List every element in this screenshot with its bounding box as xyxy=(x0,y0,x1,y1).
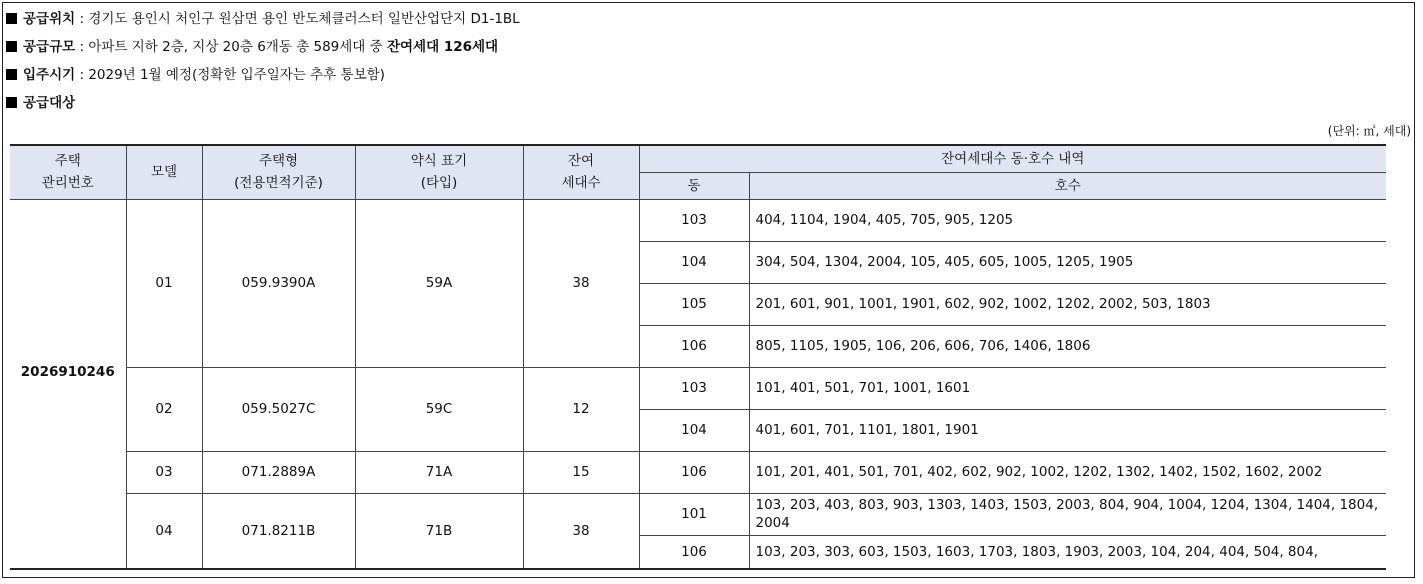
abbr-cell: 59C xyxy=(355,367,523,451)
dong-cell: 106 xyxy=(639,535,749,569)
model-cell: 04 xyxy=(126,493,202,569)
abbr-cell: 59A xyxy=(355,199,523,367)
abbr-cell: 71B xyxy=(355,493,523,569)
ho-cell: 101, 201, 401, 501, 701, 402, 602, 902, 1002, 1202, 1302, 1402, 1502, 1602, 2002 xyxy=(749,451,1386,493)
unit-note: (단위: ㎡, 세대) xyxy=(1327,124,1411,138)
ho-cell: 103, 203, 403, 803, 903, 1303, 1403, 1503, 2003, 804, 904, 1004, 1204, 1304, 1404, 1804, 2004 xyxy=(749,493,1386,535)
bullet-square-icon xyxy=(6,41,17,52)
table-row xyxy=(10,451,1386,493)
model-cell: 02 xyxy=(126,367,202,451)
header-model: 모델 xyxy=(126,145,202,199)
dong-cell: 106 xyxy=(639,451,749,493)
type-cell: 059.5027C xyxy=(202,367,355,451)
info-text: 2029년 1월 예정(정확한 입주일자는 추후 통보함) xyxy=(88,67,385,83)
info-sep: : xyxy=(75,11,89,27)
ho-cell: 103, 203, 303, 603, 1503, 1603, 1703, 1803, 1903, 2003, 104, 204, 404, 504, 804, xyxy=(749,535,1386,569)
table-row xyxy=(10,493,1386,535)
dong-cell: 105 xyxy=(639,283,749,325)
info-location xyxy=(6,11,520,27)
count-cell: 15 xyxy=(523,451,639,493)
bullet-square-icon xyxy=(6,13,17,24)
dong-cell: 103 xyxy=(639,367,749,409)
bullet-square-icon xyxy=(6,69,17,80)
ho-cell: 805, 1105, 1905, 106, 206, 606, 706, 1406, 1806 xyxy=(749,325,1386,367)
info-sep: : xyxy=(75,67,89,83)
table-row xyxy=(10,199,1386,241)
dong-cell: 106 xyxy=(639,325,749,367)
header-abbr: 약식 표기 (타입) xyxy=(355,145,523,199)
supply-table xyxy=(10,144,1386,570)
info-bold-tail: 잔여세대 126세대 xyxy=(386,39,499,55)
dong-cell: 104 xyxy=(639,241,749,283)
header-remain: 잔여 세대수 xyxy=(523,145,639,199)
table-row xyxy=(10,367,1386,409)
dong-cell: 103 xyxy=(639,199,749,241)
ho-cell: 201, 601, 901, 1001, 1901, 602, 902, 1002, 1202, 2002, 503, 1803 xyxy=(749,283,1386,325)
header-ho: 호수 xyxy=(749,172,1386,199)
info-movein xyxy=(6,67,385,83)
type-cell: 071.8211B xyxy=(202,493,355,569)
model-cell: 01 xyxy=(126,199,202,367)
info-sep: : xyxy=(75,39,89,55)
header-type: 주택형 (전용면적기준) xyxy=(202,145,355,199)
info-text: 경기도 용인시 처인구 원삼면 용인 반도체클러스터 일반산업단지 D1-1BL xyxy=(88,11,520,27)
model-cell: 03 xyxy=(126,451,202,493)
info-scale xyxy=(6,39,498,55)
abbr-cell: 71A xyxy=(355,451,523,493)
ho-cell: 404, 1104, 1904, 405, 705, 905, 1205 xyxy=(749,199,1386,241)
dong-cell: 104 xyxy=(639,409,749,451)
bullet-square-icon xyxy=(6,97,17,108)
ho-cell: 401, 601, 701, 1101, 1801, 1901 xyxy=(749,409,1386,451)
count-cell: 38 xyxy=(523,493,639,569)
dong-cell: 101 xyxy=(639,493,749,535)
info-label: 공급위치 xyxy=(23,11,76,27)
header-mgmt-no: 주택 관리번호 xyxy=(10,145,126,199)
type-cell: 059.9390A xyxy=(202,199,355,367)
ho-cell: 101, 401, 501, 701, 1001, 1601 xyxy=(749,367,1386,409)
ho-cell: 304, 504, 1304, 2004, 105, 405, 605, 1005, 1205, 1905 xyxy=(749,241,1386,283)
header-detail: 잔여세대수 동·호수 내역 xyxy=(639,145,1386,172)
type-cell: 071.2889A xyxy=(202,451,355,493)
header-dong: 동 xyxy=(639,172,749,199)
info-text: 아파트 지하 2층, 지상 20층 6개동 총 589세대 중 xyxy=(88,39,387,55)
count-cell: 12 xyxy=(523,367,639,451)
info-label: 입주시기 xyxy=(23,67,76,83)
info-label: 공급규모 xyxy=(23,39,76,55)
info-target xyxy=(6,95,75,111)
info-label: 공급대상 xyxy=(23,95,76,111)
count-cell: 38 xyxy=(523,199,639,367)
mgmt-no-cell: 2026910246 xyxy=(10,199,126,569)
